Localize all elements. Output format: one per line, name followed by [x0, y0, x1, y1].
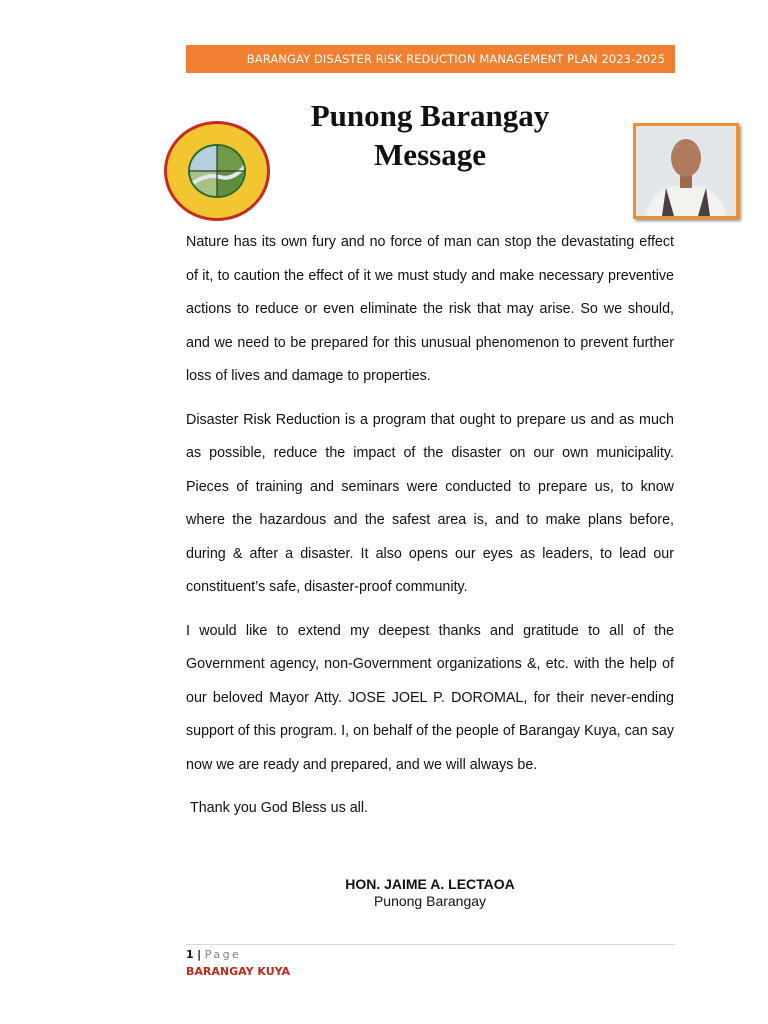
footer-page-number	[186, 948, 241, 961]
header-title: BARANGAY DISASTER RISK REDUCTION MANAGEMENT PLAN 2023-2025	[246, 52, 665, 66]
paragraph-2: Disaster Risk Reduction is a program that ought to prepare us and as much as possible, reduce the impact of the disaster on our own municipality. Pieces of training and seminars were conducted to prepare us, to know where the hazardous and the safest area is, and to make plans before, during & after a disaster. It also opens our eyes as leaders, to lead our constituent’s safe, disaster-proof community.	[186, 411, 674, 595]
page-separator: |	[197, 948, 202, 961]
page-title	[290, 96, 570, 174]
paragraph-3: I would like to extend my deepest thanks and gratitude to all of the Government agency, non-Government organizations &, etc. with the help of our beloved Mayor Atty. JOSE JOEL P. DOROMAL, for their never-ending support of this program. I, on behalf of the people of Barangay Kuya, can say now we are ready and prepared, and we will always be.	[186, 622, 674, 773]
page-word: Page	[204, 948, 242, 961]
paragraph-1: Nature has its own fury and no force of man can stop the devastating effect of it, to caution the effect of it we must study and make necessary preventive actions to reduce or even eliminate the risk that may arise. So we should, and we need to be prepared for this unusual phenomenon to prevent further loss of lives and damage to properties.	[186, 234, 674, 384]
title-line-1: Punong Barangay	[310, 98, 550, 133]
page-number: 1	[186, 948, 194, 961]
punong-barangay-photo	[633, 123, 739, 219]
signatory-name: HON. JAIME A. LECTAOA	[345, 876, 515, 892]
message-body	[186, 226, 674, 836]
footer-org-name: BARANGAY KUYA	[186, 965, 291, 978]
header-band	[186, 45, 675, 73]
signatory-title: Punong Barangay	[373, 893, 487, 909]
closing-line: Thank you God Bless us all.	[190, 800, 369, 816]
footer-divider	[186, 944, 675, 945]
barangay-seal-logo	[162, 119, 272, 223]
title-line-2: Message	[374, 137, 486, 172]
signature-block	[186, 876, 674, 910]
